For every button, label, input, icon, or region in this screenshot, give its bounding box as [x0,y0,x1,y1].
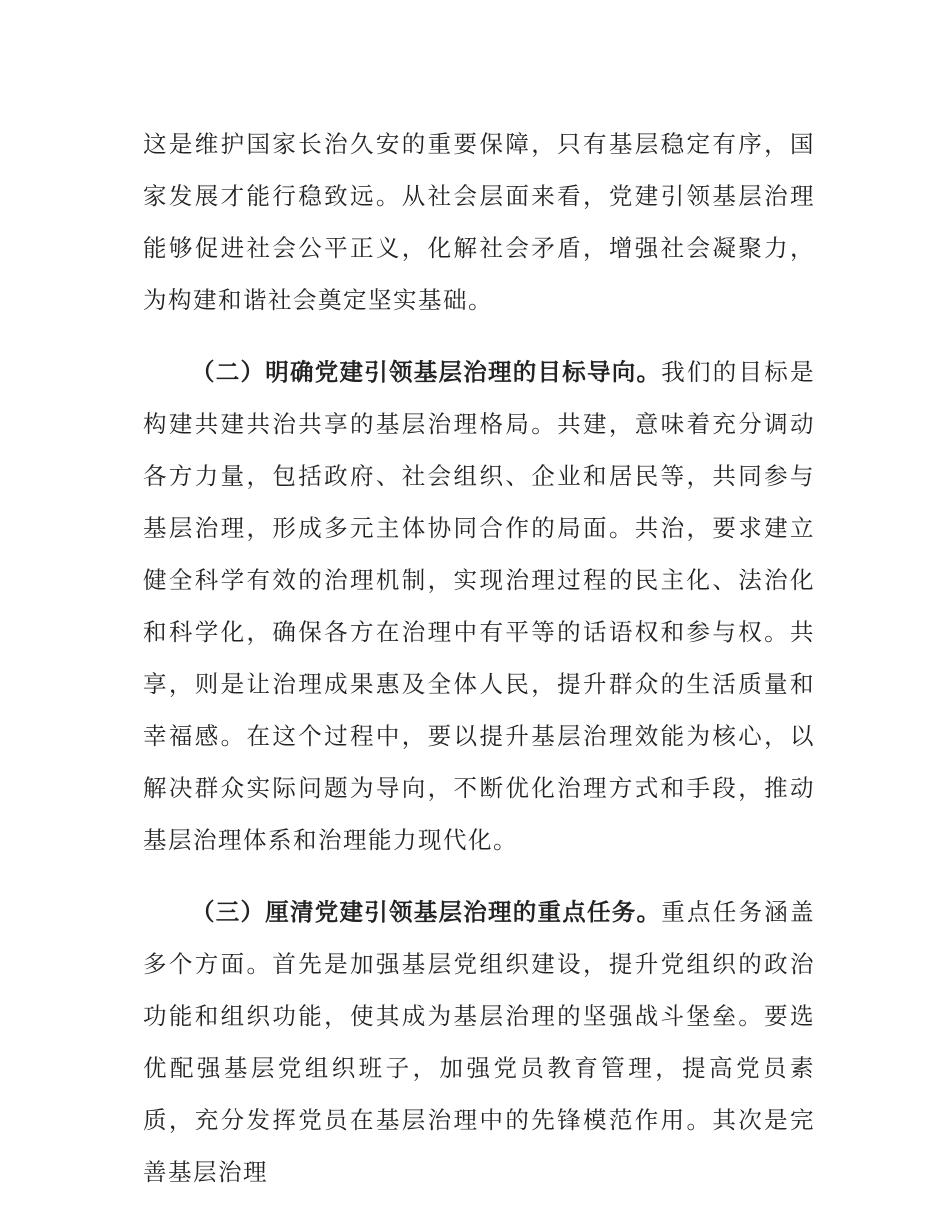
section-heading-2: （二）明确党建引领基层治理的目标导向。 [191,358,662,386]
paragraph-text: 我们的目标是构建共建共治共享的基层治理格局。共建，意味着充分调动各方力量，包括政府、社会组织、企业和居民等，共同参与基层治理，形成多元主体协同合作的局面。共治，要求建立健全科学有效的治理机制，实现治理过程的民主化、法治化和科学化，确保各方在治理中有平等的话语权和参与权。共享，则是让治理成果惠及全体人民，提升群众的生活质量和幸福感。在这个过程中，要以提升基层治理效能为核心，以解决群众实际问题为导向，不断优化治理方式和手段，推动基层治理体系和治理能力现代化。 [143,358,815,854]
paragraph-section-3 [143,886,815,1198]
paragraph-text: 重点任务涵盖多个方面。首先是加强基层党组织建设，提升党组织的政治功能和组织功能，使其成为基层治理的坚强战斗堡垒。要选优配强基层党组织班子，加强党员教育管理，提高党员素质，充分发挥党员在基层治理中的先锋模范作用。其次是完善基层治理 [143,898,815,1186]
paragraph-continuation [143,118,815,326]
paragraph-section-2 [143,346,815,866]
section-heading-3: （三）厘清党建引领基层治理的重点任务。 [191,898,662,926]
document-body [143,118,815,1198]
paragraph-text: 这是维护国家长治久安的重要保障，只有基层稳定有序，国家发展才能行稳致远。从社会层面来看，党建引领基层治理能够促进社会公平正义，化解社会矛盾，增强社会凝聚力，为构建和谐社会奠定坚实基础。 [143,130,815,314]
